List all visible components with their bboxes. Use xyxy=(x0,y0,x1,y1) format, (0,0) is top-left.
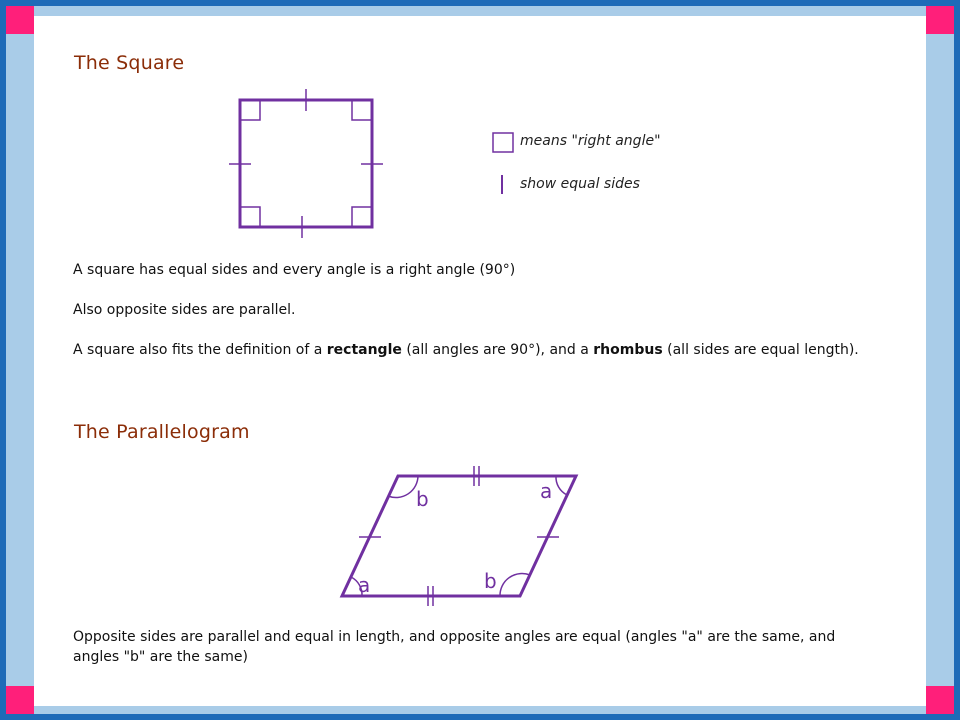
equal-sides-legend-text: show equal sides xyxy=(520,176,640,192)
corner-decoration xyxy=(926,686,954,714)
corner-decoration xyxy=(6,686,34,714)
angle-label-b-bottom: b xyxy=(484,569,497,593)
text-run: (all angles are 90°), and a xyxy=(401,342,594,358)
parallelogram-diagram xyxy=(330,464,590,614)
right-angle-mark xyxy=(240,100,260,120)
angle-arc xyxy=(556,476,567,495)
right-angle-mark xyxy=(352,100,372,120)
square-diagram xyxy=(222,86,392,246)
content-page xyxy=(34,16,926,706)
right-angle-legend-icon xyxy=(492,132,516,154)
corner-decoration xyxy=(6,6,34,34)
right-angle-legend-text: means "right angle" xyxy=(520,133,661,149)
parallelogram-heading: The Parallelogram xyxy=(74,421,250,443)
square-heading: The Square xyxy=(74,52,185,74)
angle-label-a-top: a xyxy=(540,479,553,503)
square-paragraph-1: A square has equal sides and every angle is a right angle (90°) xyxy=(73,262,516,278)
equal-sides-legend-icon xyxy=(498,174,506,196)
rectangle-term: rectangle xyxy=(326,342,402,358)
right-angle-mark xyxy=(352,207,372,227)
angle-label-a-bottom: a xyxy=(358,573,371,597)
square-paragraph-3 xyxy=(73,340,863,360)
angle-label-b-top: b xyxy=(416,487,429,511)
right-angle-mark xyxy=(240,207,260,227)
corner-decoration xyxy=(926,6,954,34)
parallelogram-paragraph: Opposite sides are parallel and equal in length, and opposite angles are equal (angles "a" are the same, and angles "b" are the same) xyxy=(73,629,836,665)
rhombus-term: rhombus xyxy=(593,342,663,358)
square-paragraph-2: Also opposite sides are parallel. xyxy=(73,302,296,318)
text-run: A square also fits the definition of a xyxy=(73,342,327,358)
text-run: (all sides are equal length). xyxy=(662,342,859,358)
